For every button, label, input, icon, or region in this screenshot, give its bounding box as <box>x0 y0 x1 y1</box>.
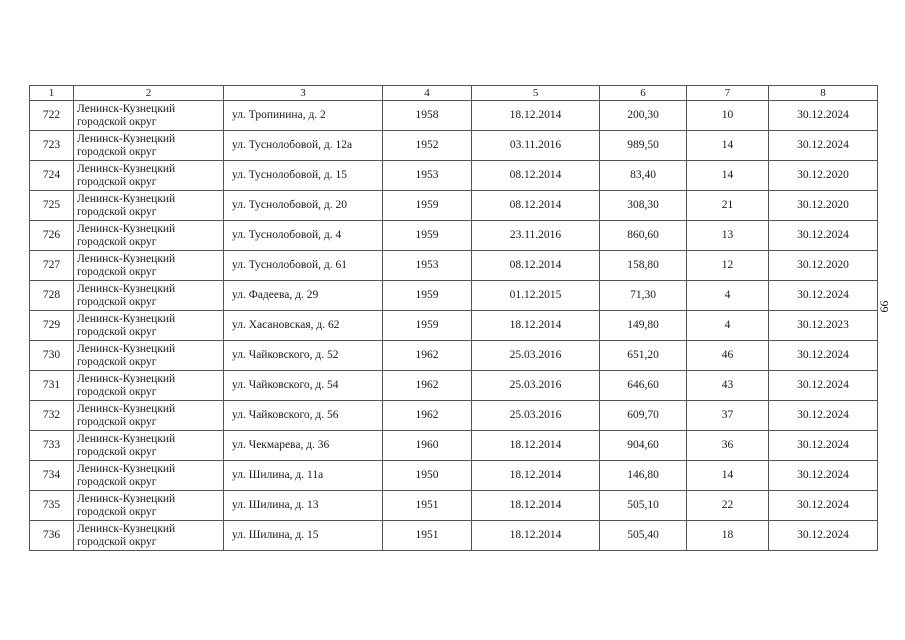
address-cell: ул. Туснолобовой, д. 15 <box>224 161 383 191</box>
date-cell: 03.11.2016 <box>472 131 600 161</box>
area-cell: 83,40 <box>600 161 687 191</box>
municipality-cell: Ленинск-Кузнецкий городской округ <box>74 191 224 221</box>
address-cell: ул. Тропинина, д. 2 <box>224 101 383 131</box>
municipality-cell: Ленинск-Кузнецкий городской округ <box>74 131 224 161</box>
residents-cell: 14 <box>687 161 769 191</box>
column-header-4: 4 <box>383 86 472 101</box>
area-cell: 71,30 <box>600 281 687 311</box>
year-cell: 1960 <box>383 431 472 461</box>
table-row <box>30 521 878 551</box>
year-cell: 1951 <box>383 491 472 521</box>
row-number-cell: 723 <box>30 131 74 161</box>
table-row <box>30 491 878 521</box>
date-cell: 25.03.2016 <box>472 371 600 401</box>
column-header-6: 6 <box>600 86 687 101</box>
date-cell: 18.12.2014 <box>472 311 600 341</box>
deadline-cell: 30.12.2024 <box>769 341 878 371</box>
row-number-cell: 730 <box>30 341 74 371</box>
column-header-8: 8 <box>769 86 878 101</box>
deadline-cell: 30.12.2024 <box>769 521 878 551</box>
table-row <box>30 371 878 401</box>
area-cell: 505,10 <box>600 491 687 521</box>
address-cell: ул. Чекмарева, д. 36 <box>224 431 383 461</box>
residents-cell: 14 <box>687 461 769 491</box>
table-row <box>30 101 878 131</box>
deadline-cell: 30.12.2023 <box>769 311 878 341</box>
deadline-cell: 30.12.2024 <box>769 101 878 131</box>
municipality-cell: Ленинск-Кузнецкий городской округ <box>74 251 224 281</box>
area-cell: 308,30 <box>600 191 687 221</box>
residents-cell: 13 <box>687 221 769 251</box>
address-cell: ул. Чайковского, д. 54 <box>224 371 383 401</box>
area-cell: 651,20 <box>600 341 687 371</box>
row-number-cell: 727 <box>30 251 74 281</box>
municipality-cell: Ленинск-Кузнецкий городской округ <box>74 491 224 521</box>
residents-cell: 12 <box>687 251 769 281</box>
deadline-cell: 30.12.2024 <box>769 431 878 461</box>
table-row <box>30 131 878 161</box>
residents-cell: 10 <box>687 101 769 131</box>
row-number-cell: 728 <box>30 281 74 311</box>
municipality-cell: Ленинск-Кузнецкий городской округ <box>74 521 224 551</box>
row-number-cell: 735 <box>30 491 74 521</box>
municipality-cell: Ленинск-Кузнецкий городской округ <box>74 101 224 131</box>
table-row <box>30 311 878 341</box>
year-cell: 1962 <box>383 401 472 431</box>
column-header-3: 3 <box>224 86 383 101</box>
deadline-cell: 30.12.2024 <box>769 131 878 161</box>
date-cell: 18.12.2014 <box>472 491 600 521</box>
row-number-cell: 724 <box>30 161 74 191</box>
municipality-cell: Ленинск-Кузнецкий городской округ <box>74 401 224 431</box>
row-number-cell: 733 <box>30 431 74 461</box>
year-cell: 1962 <box>383 371 472 401</box>
column-header-5: 5 <box>472 86 600 101</box>
row-number-cell: 731 <box>30 371 74 401</box>
address-cell: ул. Шилина, д. 15 <box>224 521 383 551</box>
date-cell: 08.12.2014 <box>472 191 600 221</box>
deadline-cell: 30.12.2024 <box>769 371 878 401</box>
municipality-cell: Ленинск-Кузнецкий городской округ <box>74 461 224 491</box>
year-cell: 1959 <box>383 191 472 221</box>
date-cell: 18.12.2014 <box>472 521 600 551</box>
address-cell: ул. Хасановская, д. 62 <box>224 311 383 341</box>
column-header-2: 2 <box>74 86 224 101</box>
address-cell: ул. Чайковского, д. 52 <box>224 341 383 371</box>
area-cell: 989,50 <box>600 131 687 161</box>
residents-cell: 46 <box>687 341 769 371</box>
table-row <box>30 431 878 461</box>
deadline-cell: 30.12.2020 <box>769 161 878 191</box>
row-number-cell: 722 <box>30 101 74 131</box>
residents-cell: 43 <box>687 371 769 401</box>
municipality-cell: Ленинск-Кузнецкий городской округ <box>74 371 224 401</box>
date-cell: 08.12.2014 <box>472 251 600 281</box>
year-cell: 1958 <box>383 101 472 131</box>
deadline-cell: 30.12.2024 <box>769 221 878 251</box>
address-cell: ул. Шилина, д. 13 <box>224 491 383 521</box>
table-row <box>30 341 878 371</box>
area-cell: 609,70 <box>600 401 687 431</box>
year-cell: 1962 <box>383 341 472 371</box>
deadline-cell: 30.12.2024 <box>769 461 878 491</box>
registry-table <box>29 85 878 551</box>
municipality-cell: Ленинск-Кузнецкий городской округ <box>74 341 224 371</box>
date-cell: 18.12.2014 <box>472 431 600 461</box>
deadline-cell: 30.12.2020 <box>769 251 878 281</box>
table-row <box>30 461 878 491</box>
year-cell: 1959 <box>383 221 472 251</box>
table-row <box>30 251 878 281</box>
residents-cell: 4 <box>687 311 769 341</box>
year-cell: 1953 <box>383 251 472 281</box>
residents-cell: 36 <box>687 431 769 461</box>
municipality-cell: Ленинск-Кузнецкий городской округ <box>74 311 224 341</box>
header-row <box>30 86 878 101</box>
area-cell: 149,80 <box>600 311 687 341</box>
table-row <box>30 221 878 251</box>
year-cell: 1950 <box>383 461 472 491</box>
year-cell: 1959 <box>383 311 472 341</box>
column-header-1: 1 <box>30 86 74 101</box>
residents-cell: 18 <box>687 521 769 551</box>
row-number-cell: 732 <box>30 401 74 431</box>
table-row <box>30 401 878 431</box>
municipality-cell: Ленинск-Кузнецкий городской округ <box>74 161 224 191</box>
row-number-cell: 734 <box>30 461 74 491</box>
area-cell: 200,30 <box>600 101 687 131</box>
row-number-cell: 726 <box>30 221 74 251</box>
deadline-cell: 30.12.2020 <box>769 191 878 221</box>
deadline-cell: 30.12.2024 <box>769 401 878 431</box>
area-cell: 904,60 <box>600 431 687 461</box>
address-cell: ул. Туснолобовой, д. 4 <box>224 221 383 251</box>
year-cell: 1951 <box>383 521 472 551</box>
date-cell: 01.12.2015 <box>472 281 600 311</box>
table-header <box>30 86 878 101</box>
residents-cell: 21 <box>687 191 769 221</box>
table-body <box>30 101 878 551</box>
residents-cell: 4 <box>687 281 769 311</box>
residents-cell: 14 <box>687 131 769 161</box>
row-number-cell: 729 <box>30 311 74 341</box>
residents-cell: 22 <box>687 491 769 521</box>
date-cell: 08.12.2014 <box>472 161 600 191</box>
table-row <box>30 191 878 221</box>
address-cell: ул. Шилина, д. 11а <box>224 461 383 491</box>
deadline-cell: 30.12.2024 <box>769 491 878 521</box>
table-row <box>30 161 878 191</box>
municipality-cell: Ленинск-Кузнецкий городской округ <box>74 281 224 311</box>
date-cell: 23.11.2016 <box>472 221 600 251</box>
page-number: 99 <box>877 300 892 313</box>
date-cell: 18.12.2014 <box>472 101 600 131</box>
address-cell: ул. Туснолобовой, д. 61 <box>224 251 383 281</box>
year-cell: 1953 <box>383 161 472 191</box>
row-number-cell: 725 <box>30 191 74 221</box>
row-number-cell: 736 <box>30 521 74 551</box>
area-cell: 505,40 <box>600 521 687 551</box>
address-cell: ул. Чайковского, д. 56 <box>224 401 383 431</box>
municipality-cell: Ленинск-Кузнецкий городской округ <box>74 221 224 251</box>
table-row <box>30 281 878 311</box>
deadline-cell: 30.12.2024 <box>769 281 878 311</box>
address-cell: ул. Фадеева, д. 29 <box>224 281 383 311</box>
address-cell: ул. Туснолобовой, д. 20 <box>224 191 383 221</box>
residents-cell: 37 <box>687 401 769 431</box>
area-cell: 158,80 <box>600 251 687 281</box>
area-cell: 860,60 <box>600 221 687 251</box>
address-cell: ул. Туснолобовой, д. 12а <box>224 131 383 161</box>
column-header-7: 7 <box>687 86 769 101</box>
area-cell: 646,60 <box>600 371 687 401</box>
area-cell: 146,80 <box>600 461 687 491</box>
date-cell: 25.03.2016 <box>472 341 600 371</box>
municipality-cell: Ленинск-Кузнецкий городской округ <box>74 431 224 461</box>
date-cell: 25.03.2016 <box>472 401 600 431</box>
year-cell: 1959 <box>383 281 472 311</box>
date-cell: 18.12.2014 <box>472 461 600 491</box>
year-cell: 1952 <box>383 131 472 161</box>
